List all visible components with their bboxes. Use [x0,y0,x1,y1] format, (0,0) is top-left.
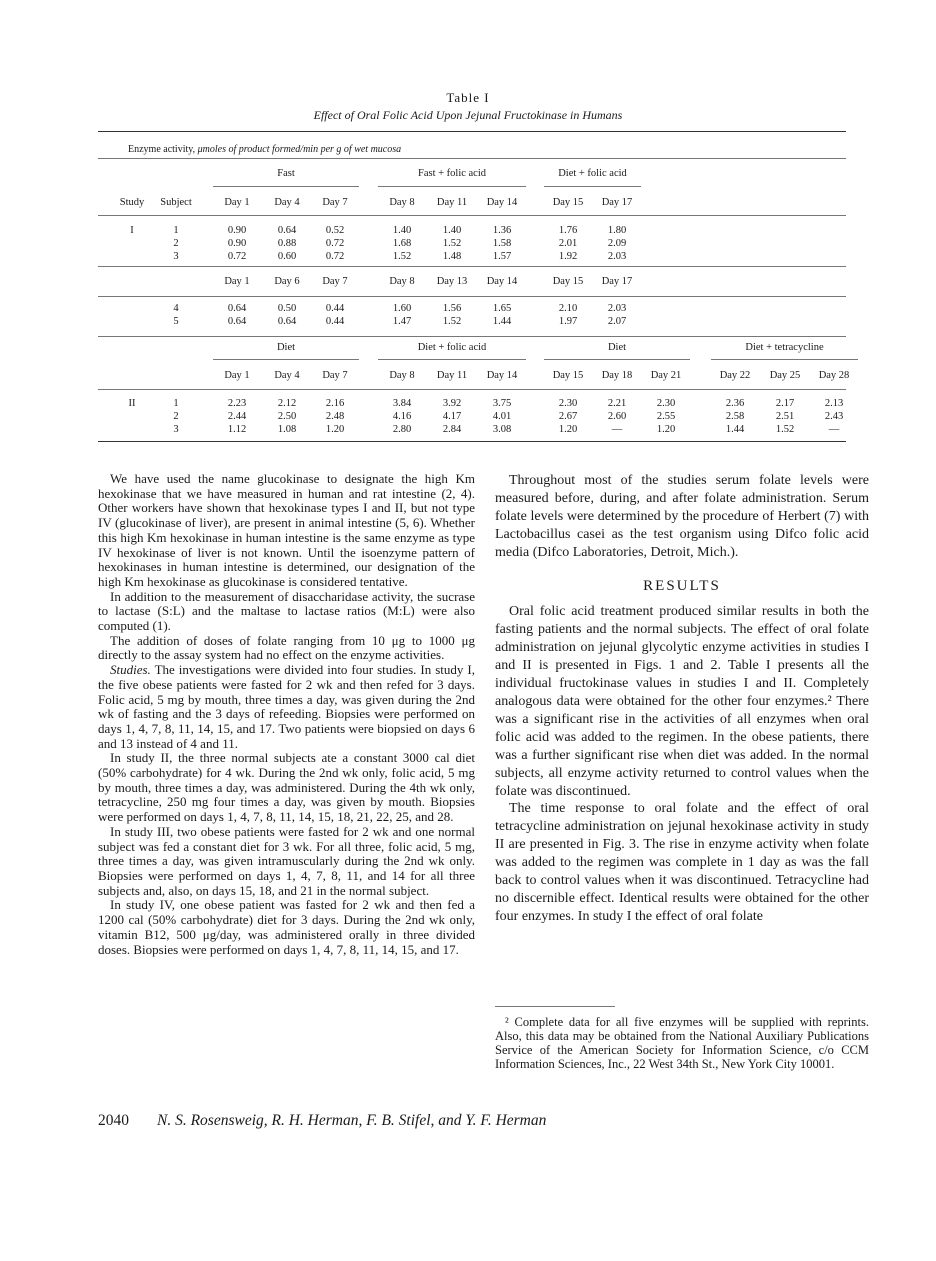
table-cell: 1.57 [492,251,512,262]
left-paragraph-7: In study IV, one obese patient was fasted for 2 wk and then fed a 1200 cal (50% carbohydrate) diet for 3 days. During the 2nd wk only, vitamin B12, 500 μg/day, was administered orally in three divided doses. Biopsies were performed on days 1, 4, 7, 8, 11, 14, 15, and 17. [98,897,475,957]
group-header: Fast [277,168,295,179]
table-cell: 1.44 [492,316,512,327]
table-cell: 1.60 [392,303,412,314]
group-header: Diet + folic acid [558,168,627,179]
table-cell: 0.72 [325,238,345,249]
left-column [98,472,475,957]
table-cell: 0.52 [325,225,345,236]
table-cell: 1.48 [442,251,462,262]
table-cell: 2.17 [775,398,795,409]
table-cell: 1.68 [392,238,412,249]
group-header: Diet [276,342,296,353]
table-rule [98,266,846,267]
table-cell: 2.21 [607,398,627,409]
table-cell: 2.10 [558,303,578,314]
table-cell: 2.03 [607,303,627,314]
table-cell: 2.55 [656,411,676,422]
day-header: Day 11 [436,370,468,381]
table-cell: 0.72 [325,251,345,262]
table-caption: Enzyme activity, μmoles of product formed/min per g of wet mucosa [128,144,402,155]
table-cell: 1.08 [277,424,297,435]
day-header: Day 7 [322,197,348,208]
table-cell: 4.16 [392,411,412,422]
table-rule [98,296,846,297]
table-top-rule [98,131,846,132]
table-cell: 1.52 [442,238,462,249]
table-cell: 1.52 [775,424,795,435]
table-cell: 1.47 [392,316,412,327]
subject-label: 5 [173,316,179,327]
subject-label: 2 [173,411,179,422]
day-header: Day 4 [274,370,300,381]
table-cell: 3.92 [442,398,462,409]
table-cell: 2.16 [325,398,345,409]
table-cell: 1.36 [492,225,512,236]
table-rule [378,186,526,187]
left-paragraph-2: In addition to the measurement of disaccharidase activity, the sucrase to lactase (S:L) and the maltase to lactase ratios (M:L) were also computed (1). [98,588,475,634]
day-header: Day 14 [486,370,518,381]
table-cell: 1.40 [392,225,412,236]
table-rule [711,359,858,360]
subject-label: 3 [173,251,179,262]
subject-label: 2 [173,238,179,249]
day-header: Day 14 [486,276,518,287]
table-cell: 4.01 [492,411,512,422]
right-column [495,472,869,926]
left-paragraph-4: Studies. The investigations were divided into four studies. In study I, the five obese patients were fasted for 2 wk and then refed for 3 days. Folic acid, 5 mg by mouth, three times a day, was given during the 2nd wk of fasting and the 3 days of refeeding. Biopsies were performed on days 1, 4, 7, 8, 11, 14, 15, and 17. Two patients were biopsied on days 6 and 13 instead of 4 and 11. [98,662,475,751]
day-header: Day 8 [389,197,415,208]
subject-header: Subject [160,197,192,208]
table-cell: 0.72 [227,251,247,262]
table-cell: 2.48 [325,411,345,422]
day-header: Day 17 [601,197,633,208]
table-cell: 1.97 [558,316,578,327]
day-header: Day 11 [436,197,468,208]
table-cell: 1.65 [492,303,512,314]
table-cell: 1.56 [442,303,462,314]
table-cell: 1.20 [656,424,676,435]
left-paragraph-6: In study III, two obese patients were fasted for 2 wk and one normal subject was fed a constant diet for 3 wk. For all three, folic acid, 5 mg, three times a day, was given intramuscularly during the 2nd wk only. Biopsies were performed on days 1, 4, 7, 8, 11, and 14 for all three subjects and, also, on days 15, 18, and 21 in the normal subject. [98,823,475,898]
table-cell: 0.90 [227,238,247,249]
study-label: II [128,398,136,409]
left-paragraph-5: In study II, the three normal subjects ate a constant 3000 cal diet (50% carbohydrate) for 4 wk. During the 2nd wk only, folic acid, 5 mg by mouth, three times a day, was administered. During the 4th wk only, tetracycline, 250 mg four times a day, was given by mouth. Biopsies were performed on days 1, 4, 7, 8, 11, 14, 15, 18, 21, 22, 25, and 28. [98,750,475,825]
table-cell: 2.43 [824,411,844,422]
table-cell: — [828,424,840,435]
day-header: Day 14 [486,197,518,208]
footnote-rule [495,1006,615,1007]
table-cell: 1.58 [492,238,512,249]
day-header: Day 15 [552,370,584,381]
day-header: Day 6 [274,276,300,287]
day-header: Day 8 [389,370,415,381]
table-cell: 1.40 [442,225,462,236]
day-header: Day 28 [818,370,850,381]
table-cell: 3.08 [492,424,512,435]
right-paragraph-3: The time response to oral folate and the effect of oral tetracycline administration on jejunal hexokinase activity in study II are presented in Fig. 3. The rise in enzyme activity when folate was added to the regimen was complete in 1 day as was the fall back to control values when it was discontinued. Tetracycline had no discernible effect. Identical results were obtained for the other four enzymes. In study I the effect of oral folate [495,801,869,924]
table-cell: 2.09 [607,238,627,249]
table-cell: 0.60 [277,251,297,262]
page-number: 2040 [98,1112,129,1129]
day-header: Day 25 [769,370,801,381]
right-paragraph-1: Throughout most of the studies serum folate levels were measured before, during, and after folate administration. Serum folate levels were determined by the procedure of Herbert (7) with Lactobacillus casei as the test organism using Difco folic acid media (Difco Laboratories, Detroit, Mich.). [495,473,869,560]
table-cell: 0.64 [277,316,297,327]
table-cell: 2.23 [227,398,247,409]
table-cell: 2.07 [607,316,627,327]
table-cell: 0.64 [277,225,297,236]
table-cell: 2.60 [607,411,627,422]
day-header: Day 15 [552,276,584,287]
table-rule [98,441,846,442]
day-header: Day 15 [552,197,584,208]
table-title: Table I [446,90,490,105]
table-cell: 2.50 [277,411,297,422]
table-cell: 0.50 [277,303,297,314]
table-cell: 0.64 [227,316,247,327]
table-cell: 2.80 [392,424,412,435]
table-cell: 3.75 [492,398,512,409]
day-header: Day 8 [389,276,415,287]
table-rule [213,359,359,360]
table-cell: 2.30 [656,398,676,409]
table-cell: 4.17 [442,411,462,422]
page-footer [98,1112,546,1130]
table-cell: 2.03 [607,251,627,262]
table-cell: 2.67 [558,411,578,422]
study-label: I [130,225,134,236]
table-cell: 1.92 [558,251,578,262]
day-header: Day 4 [274,197,300,208]
table-cell: 1.44 [725,424,745,435]
subject-label: 1 [173,225,179,236]
right-paragraph-2: Oral folic acid treatment produced similar results in both the fasting patients and the normal subjects. The effect of oral folate administration on jejunal glycolytic enzyme activities in studies I and II is presented in Figs. 1 and 2. Table I presents all the individual fructokinase values in studies I and II. Completely analogous data were obtained for the other four enzymes.² There was a significant rise in the activities of all enzymes when oral folic acid was added to the regimen. In the obese patients, there was a further significant rise when diet was added. In the normal subjects, all enzyme activity returned to control values when the folate was discontinued. [495,604,869,799]
table-cell: 1.52 [392,251,412,262]
footnote: ² Complete data for all five enzymes will be supplied with reprints. Also, this data may be obtained from the National Auxiliary Publications Service of the American Society for Information Science, c/o CCM Information Sciences, Inc., 22 West 34th St., New York City 10001. [495,1015,869,1071]
table-cell: 1.80 [607,225,627,236]
group-header: Diet + tetracycline [745,342,824,353]
subject-label: 1 [173,398,179,409]
subject-label: 4 [173,303,179,314]
day-header: Day 21 [650,370,682,381]
results-heading: RESULTS [643,577,721,594]
table-cell: 2.13 [824,398,844,409]
table-cell: 3.84 [392,398,412,409]
author-list: N. S. Rosensweig, R. H. Herman, F. B. Stifel, and Y. F. Herman [157,1112,547,1129]
table-cell: 2.51 [775,411,795,422]
table-cell: 0.44 [325,316,345,327]
table-cell: 1.20 [558,424,578,435]
table-cell: 1.52 [442,316,462,327]
table-cell: 1.12 [227,424,247,435]
day-header: Day 1 [224,276,250,287]
table-rule [213,186,359,187]
studies-label: Studies. [110,662,151,678]
table-cell: 2.58 [725,411,745,422]
day-header: Day 7 [322,276,348,287]
table-rule [98,336,846,337]
table-cell: 0.44 [325,303,345,314]
day-header: Day 1 [224,370,250,381]
table-rule [544,359,690,360]
table-cell: 0.88 [277,238,297,249]
table-cell: 1.20 [325,424,345,435]
table-rule [98,158,846,159]
day-header: Day 18 [601,370,633,381]
study-header: Study [119,197,145,208]
table-subtitle: Effect of Oral Folic Acid Upon Jejunal Fructokinase in Humans [313,108,623,122]
group-header: Fast + folic acid [417,168,487,179]
table-cell: 2.36 [725,398,745,409]
table-cell: 1.76 [558,225,578,236]
table-cell: 0.64 [227,303,247,314]
table-cell: 2.84 [442,424,462,435]
left-paragraph-3: The addition of doses of folate ranging from 10 μg to 1000 μg directly to the assay system had no effect on the enzyme activities. [98,632,475,663]
group-header: Diet [607,342,627,353]
table-cell: — [611,424,623,435]
left-paragraph-1: We have used the name glucokinase to designate the high Km hexokinase that we have measured in human and rat intestine (2, 4). Other workers have shown that hexokinase types I and II, but not type IV (glucokinase of liver), are present in animal intestine (5, 6). Whether this high Km hexokinase in human intestine is the same enzyme as type IV hexokinase of liver is not known. Until the isoenzyme pattern of hexokinases in human intestine is determined, our designation of the high Km hexokinase as glucokinase is considered tentative. [98,471,475,589]
day-header: Day 13 [436,276,468,287]
table-cell: 2.44 [227,411,247,422]
table-cell: 2.12 [277,398,297,409]
table-rule [98,389,846,390]
day-header: Day 7 [322,370,348,381]
table-cell: 2.01 [558,238,578,249]
day-header: Day 17 [601,276,633,287]
day-header: Day 1 [224,197,250,208]
table-rule [98,215,846,216]
subject-label: 3 [173,424,179,435]
group-header: Diet + folic acid [417,342,487,353]
table-rule [544,186,641,187]
table-cell: 0.90 [227,225,247,236]
table-rule [378,359,526,360]
day-header: Day 22 [719,370,751,381]
table-cell: 2.30 [558,398,578,409]
